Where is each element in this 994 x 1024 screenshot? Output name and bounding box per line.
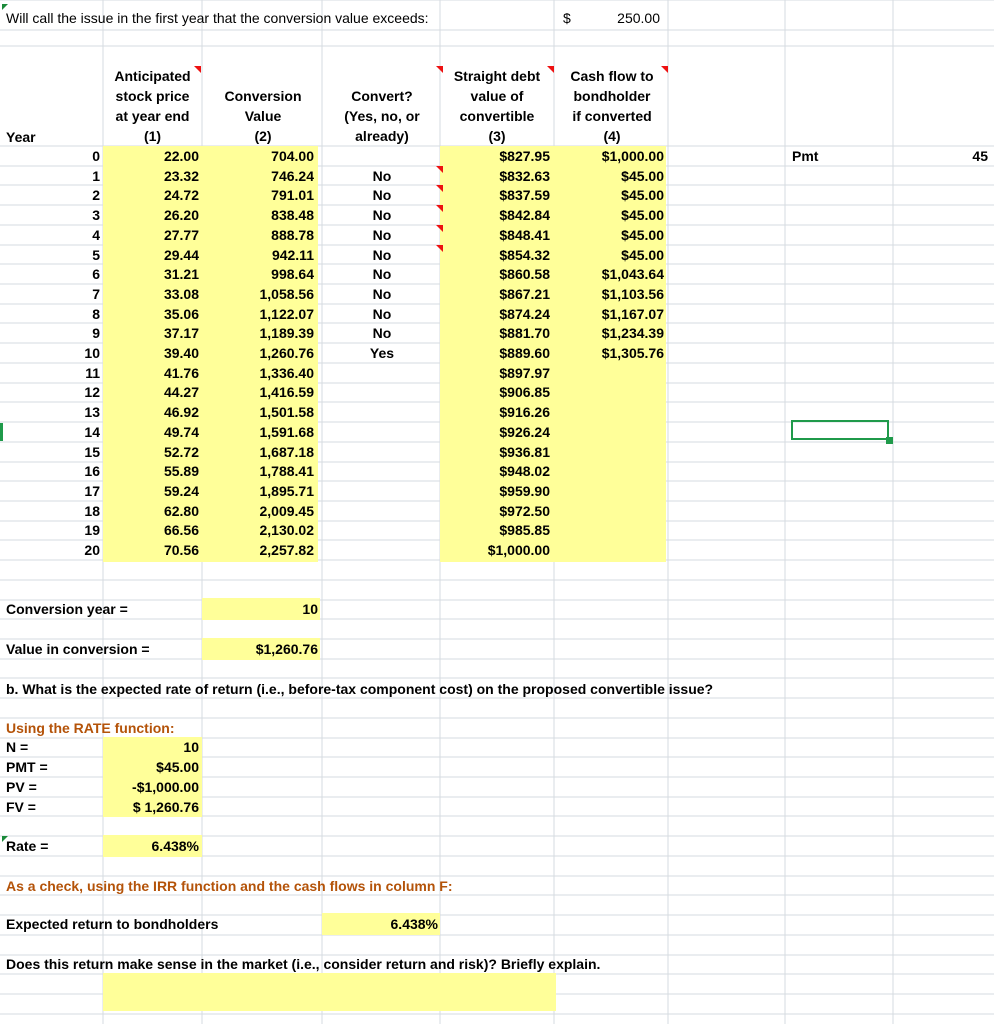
n-value[interactable]: 10 [183,739,199,755]
conversion-year-value[interactable]: 10 [302,601,318,617]
stock-price-cell[interactable]: 59.24 [163,482,199,499]
stock-price-cell[interactable]: 41.76 [163,364,199,381]
year-cell[interactable]: 15 [84,443,100,460]
stock-price-cell[interactable]: 49.74 [163,423,199,440]
straight-debt-cell[interactable]: $854.32 [499,246,550,263]
question-b: b. What is the expected rate of return (i.e., before-tax component cost) on the proposed convertible issue? [6,681,714,697]
stock-price-cell[interactable]: 22.00 [163,148,199,164]
convert-cell[interactable]: No [372,207,392,224]
straight-debt-cell[interactable]: $959.90 [499,482,550,499]
conversion-value-cell[interactable]: 791.01 [271,187,314,204]
comment-marker-icon [436,245,443,252]
header-convert: Convert? (Yes, no, or already) [344,88,420,144]
conversion-value-cell[interactable]: 1,895.71 [259,482,314,499]
cash-flow-cell[interactable]: $1,103.56 [601,285,664,302]
conversion-year-label: Conversion year = [6,601,128,617]
pmt-input-label: PMT = [6,759,48,775]
n-label: N = [6,739,29,755]
cash-flow-cell[interactable] [554,402,664,422]
comment-marker-icon [436,185,443,192]
comment-marker-icon [436,205,443,212]
value-in-conversion-value[interactable]: $1,260.76 [255,641,318,657]
year-cell[interactable]: 16 [84,463,100,480]
stock-price-cell[interactable]: 33.08 [163,285,199,302]
year-cell[interactable]: 14 [84,423,100,440]
straight-debt-cell[interactable]: $867.21 [499,285,550,302]
cash-flow-cell[interactable]: $1,043.64 [601,266,664,283]
cash-flow-cell[interactable] [554,422,664,442]
stock-price-cell[interactable]: 70.56 [163,542,199,558]
straight-debt-cell[interactable]: $916.26 [499,404,550,421]
conversion-value-cell[interactable]: 1,058.56 [259,285,314,302]
stock-price-cell[interactable]: 39.40 [163,345,199,361]
conversion-value-cell[interactable]: 998.64 [271,266,314,283]
straight-debt-cell[interactable]: $897.97 [499,364,550,381]
convert-cell[interactable] [322,481,442,501]
convert-cell[interactable] [322,461,442,481]
cash-flow-cell[interactable]: $1,167.07 [601,305,664,322]
year-cell[interactable]: 17 [84,482,100,499]
convert-cell[interactable] [322,422,442,442]
stock-price-cell[interactable]: 62.80 [163,502,199,519]
straight-debt-cell[interactable]: $842.84 [499,207,550,224]
cash-flow-cell[interactable] [554,520,664,540]
conversion-value-cell[interactable]: 1,591.68 [259,423,314,440]
pv-value[interactable]: -$1,000.00 [132,779,199,795]
cash-flow-cell[interactable]: $45.00 [621,187,664,204]
convert-cell[interactable] [322,146,442,166]
rate-function-heading: Using the RATE function: [6,720,175,736]
convert-cell[interactable] [322,363,442,383]
straight-debt-cell[interactable]: $860.58 [499,266,550,283]
convert-cell[interactable]: Yes [369,345,395,361]
convert-cell[interactable] [322,520,442,540]
header-conversion-value: Conversion Value (2) [224,88,302,144]
cash-flow-cell[interactable]: $1,000.00 [601,148,664,164]
stock-price-cell[interactable]: 26.20 [163,207,199,224]
cash-flow-cell[interactable] [554,442,664,462]
convert-cell[interactable] [322,402,442,422]
stock-price-cell[interactable]: 66.56 [163,522,199,539]
irr-check-heading: As a check, using the IRR function and the cash flows in column F: [6,878,453,894]
convert-cell[interactable]: No [372,246,392,263]
header-year: Year [6,129,36,145]
comment-marker-icon [436,66,443,73]
straight-debt-cell[interactable]: $926.24 [499,423,550,440]
row-selection-marker [0,423,3,441]
cash-flow-cell[interactable]: $45.00 [621,207,664,224]
active-cell-selection[interactable] [791,420,889,440]
cash-flow-cell[interactable] [554,501,664,521]
header-stock-price: Anticipated stock price at year end (1) [114,68,191,144]
cash-flow-cell[interactable]: $45.00 [621,167,664,184]
straight-debt-cell[interactable]: $936.81 [499,443,550,460]
cash-flow-cell[interactable] [554,481,664,501]
convert-cell[interactable]: No [372,266,392,283]
threshold-currency: $ [563,10,571,26]
conversion-value-cell[interactable]: 1,122.07 [259,305,314,322]
pmt-label: Pmt [792,148,819,164]
year-cell[interactable]: 13 [84,404,100,421]
value-in-conversion-label: Value in conversion = [6,641,150,657]
conversion-value-cell[interactable]: 1,416.59 [259,384,314,401]
convert-cell[interactable]: No [372,226,392,243]
question-c: Does this return make sense in the market (i.e., consider return and risk)? Briefly explain. [6,956,601,972]
year-cell[interactable]: 8 [92,305,100,322]
convert-cell[interactable] [322,442,442,462]
cash-flow-cell[interactable] [554,540,664,560]
fv-label: FV = [6,799,36,815]
stock-price-cell[interactable]: 37.17 [163,325,199,342]
comment-marker-icon [436,166,443,173]
stock-price-cell[interactable]: 29.44 [163,246,199,263]
header-cash-flow: Cash flow to bondholder if converted (4) [570,68,654,144]
convert-cell[interactable]: No [372,187,392,204]
convert-cell[interactable]: No [372,285,392,302]
conversion-value-cell[interactable]: 888.78 [271,226,314,243]
straight-debt-cell[interactable]: $1,000.00 [487,542,550,558]
convert-cell[interactable] [322,540,442,560]
conversion-value-cell[interactable]: 942.11 [271,246,314,263]
year-cell[interactable]: 4 [92,226,100,243]
straight-debt-cell[interactable]: $827.95 [499,148,550,164]
conversion-value-cell[interactable]: 2,009.45 [259,502,314,519]
stock-price-cell[interactable]: 27.77 [163,226,199,243]
answer-fill[interactable] [103,973,556,1011]
straight-debt-cell[interactable]: $985.85 [499,522,550,539]
convert-cell[interactable]: No [372,305,392,322]
conversion-value-cell[interactable]: 1,260.76 [259,345,314,361]
pmt-input-value[interactable]: $45.00 [156,759,199,775]
straight-debt-cell[interactable]: $889.60 [499,345,550,361]
stock-price-cell[interactable]: 55.89 [163,463,199,480]
convert-cell[interactable]: No [372,325,392,342]
stock-price-cell[interactable]: 23.32 [163,167,199,184]
cash-flow-cell[interactable]: $45.00 [621,226,664,243]
fill-handle[interactable] [886,437,893,444]
expected-return-value[interactable]: 6.438% [390,916,438,932]
year-cell[interactable]: 7 [92,285,100,302]
comment-marker-icon [661,66,668,73]
convert-cell[interactable]: No [372,167,392,184]
straight-debt-cell[interactable]: $972.50 [499,502,550,519]
year-cell[interactable]: 2 [92,187,100,204]
stock-price-cell[interactable]: 52.72 [163,443,199,460]
year-cell[interactable]: 19 [84,522,100,539]
conversion-value-cell[interactable]: 704.00 [271,148,314,164]
cash-flow-cell[interactable]: $45.00 [621,246,664,263]
year-cell[interactable]: 18 [84,502,100,519]
comment-marker-icon [194,66,201,73]
rate-value[interactable]: 6.438% [151,838,199,854]
rate-label: Rate = [6,838,49,854]
pmt-value[interactable]: 45 [972,148,988,164]
year-cell[interactable]: 10 [84,345,100,361]
year-cell[interactable]: 11 [85,364,100,381]
conversion-value-cell[interactable]: 2,130.02 [259,522,314,539]
year-cell[interactable]: 0 [92,148,100,164]
year-cell[interactable]: 5 [92,246,100,263]
conversion-value-cell[interactable]: 1,788.41 [259,463,314,480]
comment-marker-icon [436,225,443,232]
conversion-value-cell[interactable]: 1,687.18 [259,443,314,460]
stock-price-cell[interactable]: 46.92 [163,404,199,421]
year-cell[interactable]: 6 [92,266,100,283]
threshold-value[interactable]: 250.00 [617,10,660,26]
conversion-value-cell[interactable]: 838.48 [271,207,314,224]
conversion-value-cell[interactable]: 1,336.40 [259,364,314,381]
stock-price-cell[interactable]: 24.72 [163,187,199,204]
conversion-value-cell[interactable]: 746.24 [271,167,314,184]
straight-debt-cell[interactable]: $948.02 [499,463,550,480]
stock-price-cell[interactable]: 31.21 [163,266,199,283]
convert-cell[interactable] [322,382,442,402]
year-cell[interactable]: 12 [84,384,100,401]
conversion-value-cell[interactable]: 1,501.58 [259,404,314,421]
straight-debt-cell[interactable]: $906.85 [499,384,550,401]
straight-debt-cell[interactable]: $848.41 [499,226,550,243]
year-cell[interactable]: 1 [92,167,100,184]
stock-price-cell[interactable]: 44.27 [163,384,199,401]
straight-debt-cell[interactable]: $881.70 [499,325,550,342]
cash-flow-cell[interactable] [554,461,664,481]
year-cell[interactable]: 3 [92,207,100,224]
convert-cell[interactable] [322,501,442,521]
cash-flow-cell[interactable]: $1,234.39 [601,325,664,342]
comment-marker-icon [2,4,8,10]
stock-price-cell[interactable]: 35.06 [163,305,199,322]
cash-flow-cell[interactable] [554,382,664,402]
conversion-value-cell[interactable]: 2,257.82 [259,542,314,558]
year-cell[interactable]: 9 [92,325,100,342]
fv-value[interactable]: $ 1,260.76 [132,799,199,815]
straight-debt-cell[interactable]: $874.24 [499,305,550,322]
straight-debt-cell[interactable]: $837.59 [499,187,550,204]
expected-return-label: Expected return to bondholders [6,916,219,932]
pv-label: PV = [6,779,37,795]
header-straight-debt: Straight debt value of convertible (3) [453,68,541,144]
call-threshold-label: Will call the issue in the first year that the conversion value exceeds: [6,10,429,26]
cash-flow-cell[interactable] [554,363,664,383]
comment-marker-icon [547,66,554,73]
straight-debt-cell[interactable]: $832.63 [499,167,550,184]
conversion-value-cell[interactable]: 1,189.39 [259,325,314,342]
cash-flow-cell[interactable]: $1,305.76 [601,345,664,361]
year-cell[interactable]: 20 [84,542,100,558]
